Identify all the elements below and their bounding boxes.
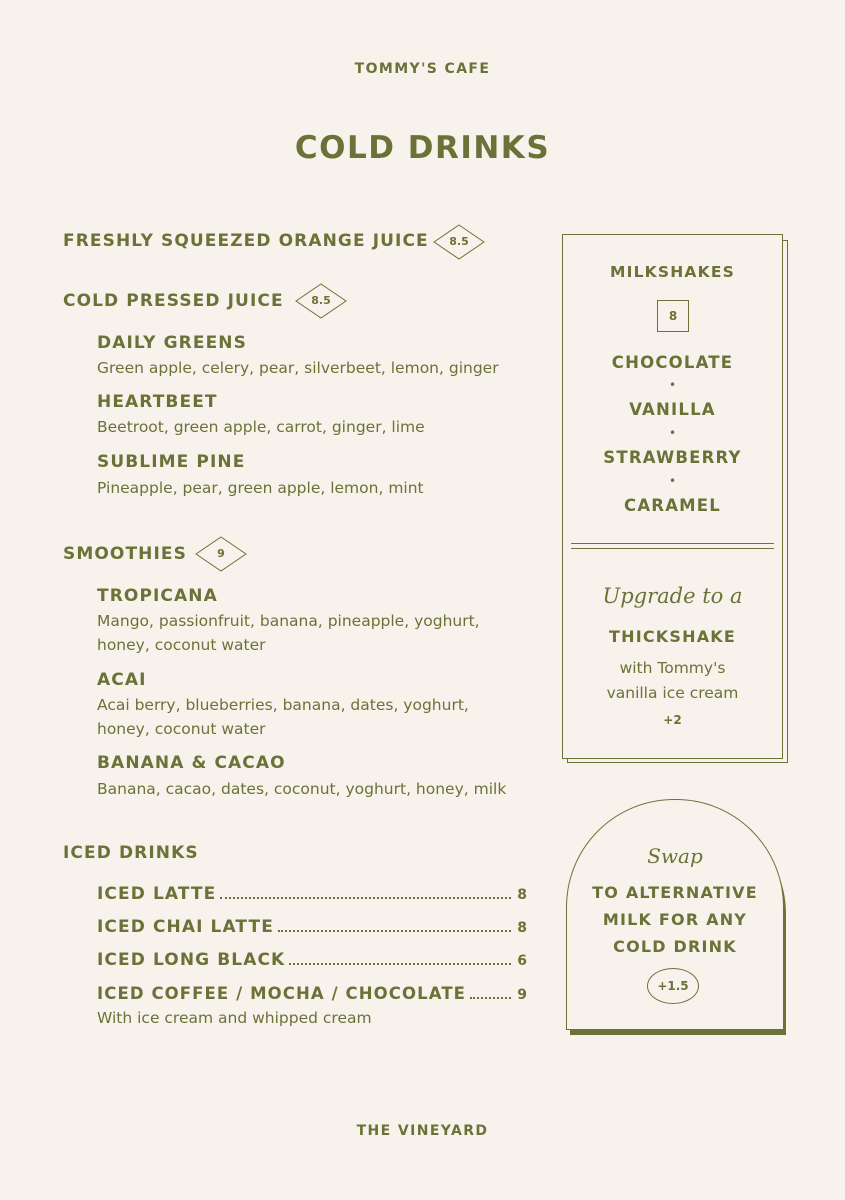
menu-item-name: ICED COFFEE / MOCHA / CHOCOLATE <box>97 984 467 1003</box>
dot-leader <box>470 983 511 999</box>
smoothies-price-badge <box>195 536 247 572</box>
upgrade-desc: with Tommy's <box>619 659 726 677</box>
swap-line: TO ALTERNATIVE <box>592 883 758 902</box>
swap-arch <box>566 799 784 1030</box>
upgrade-price: +2 <box>663 713 682 727</box>
smoothies-price: 9 <box>217 547 225 560</box>
iced-menu-row <box>97 883 527 907</box>
menu-item-name: HEARTBEET <box>97 392 218 412</box>
iced-menu-row <box>97 916 527 940</box>
menu-item-desc: Green apple, celery, pear, silverbeet, lemon, ginger <box>97 359 499 377</box>
menu-item-name: ICED CHAI LATTE <box>97 917 274 937</box>
milkshake-box <box>562 234 783 759</box>
iced-menu-row <box>97 983 527 1007</box>
dot-leader <box>278 916 511 932</box>
smoothies-heading: SMOOTHIES <box>63 544 187 564</box>
iced-drinks-heading: ICED DRINKS <box>63 843 199 863</box>
upgrade-script-text: Upgrade to a <box>602 584 743 608</box>
menu-item-price: 8 <box>517 887 527 903</box>
swap-price: +1.5 <box>647 968 699 1004</box>
footer-venue: THE VINEYARD <box>356 1123 489 1139</box>
iced-menu-row <box>97 949 527 973</box>
menu-item-name: TROPICANA <box>97 586 218 606</box>
menu-item-price: 6 <box>517 953 527 969</box>
milkshakes-heading: MILKSHAKES <box>610 263 735 281</box>
menu-item-name: ACAI <box>97 670 147 690</box>
menu-item-desc: Banana, cacao, dates, coconut, yoghurt, honey, milk <box>97 780 507 798</box>
menu-item-price: 8 <box>517 920 527 936</box>
double-divider <box>571 543 774 549</box>
cold-pressed-heading: COLD PRESSED JUICE <box>63 291 284 311</box>
menu-item-desc: With ice cream and whipped cream <box>97 1009 372 1027</box>
cold-pressed-price-badge <box>295 283 347 319</box>
menu-item-price: 9 <box>517 987 527 1003</box>
menu-item-name: SUBLIME PINE <box>97 452 246 472</box>
menu-item-name: DAILY GREENS <box>97 333 247 353</box>
dot-leader <box>220 883 511 899</box>
swap-script-text: Swap <box>647 844 703 868</box>
menu-item-desc: Pineapple, pear, green apple, lemon, mint <box>97 479 424 497</box>
orange-juice-price-badge <box>433 224 485 260</box>
flavour-item: CARAMEL <box>624 496 721 515</box>
menu-item-name: BANANA & CACAO <box>97 753 286 773</box>
swap-line: MILK FOR ANY <box>602 910 748 929</box>
flavour-item: CHOCOLATE <box>611 353 734 372</box>
swap-line: COLD DRINK <box>613 937 737 956</box>
flavour-separator: • <box>668 474 677 488</box>
menu-item-desc: honey, coconut water <box>97 720 266 738</box>
flavour-item: STRAWBERRY <box>603 448 742 467</box>
menu-item-name: ICED LONG BLACK <box>97 950 286 970</box>
menu-item-desc: honey, coconut water <box>97 636 266 654</box>
menu-item-desc: Mango, passionfruit, banana, pineapple, yoghurt, <box>97 612 480 630</box>
milkshakes-price: 8 <box>657 300 689 332</box>
menu-item-name: ICED LATTE <box>97 884 217 904</box>
page-title: COLD DRINKS <box>294 130 551 166</box>
menu-item-desc: Beetroot, green apple, carrot, ginger, lime <box>97 418 425 436</box>
thickshake-heading: THICKSHAKE <box>608 627 737 646</box>
flavour-item: VANILLA <box>629 400 716 419</box>
dot-leader <box>289 949 511 965</box>
menu-item-desc: Acai berry, blueberries, banana, dates, yoghurt, <box>97 696 469 714</box>
upgrade-desc: vanilla ice cream <box>606 684 739 702</box>
orange-juice-price: 8.5 <box>449 235 469 248</box>
cold-pressed-price: 8.5 <box>311 294 331 307</box>
flavour-separator: • <box>668 378 677 392</box>
orange-juice-heading: FRESHLY SQUEEZED ORANGE JUICE <box>63 231 429 251</box>
cafe-name: TOMMY'S CAFE <box>354 61 491 77</box>
flavour-separator: • <box>668 426 677 440</box>
